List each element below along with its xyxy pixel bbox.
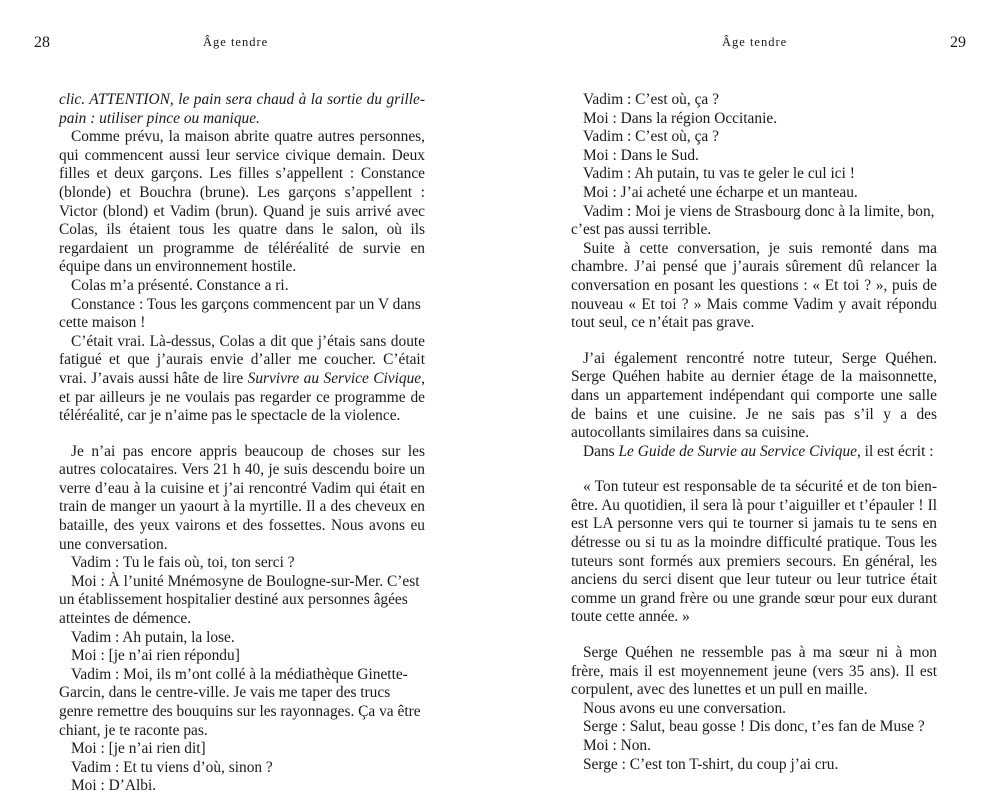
paragraph: Colas m’a présenté. Constance a ri. [71,276,289,294]
text-run: Dans [583,442,619,460]
paragraph: Vadim : Moi, ils m’ont collé à la médiathèque Ginette-Garcin, dans le centre-ville. Je vais me taper des trucs genre remettre des bouquins sur les rayonnages. Ça va être chiant, je te raconte pas. [59,665,421,739]
page-text [59,91,425,796]
paragraph: Vadim : Moi je viens de Strasbourg donc à la limite, bon, c’est pas aussi terrible. [571,202,935,239]
paragraph: Moi : Non. [583,737,651,754]
page-number: 28 [34,34,50,51]
paragraph [571,240,937,333]
page-number: 29 [950,34,966,51]
text-run: Comme prévu, la maison abrite quatre autres personnes, qui commencent aussi leur service civique demain. Deux filles et deux garçons. Les filles s’appellent : Constance (blonde) et Bouchra (brune). Les garçons s’appellent : Victor (blond) et Vadim (brun). Quand je suis arrivé avec Colas, ils étaient tous les quatre dans le salon, où ils regardaient un programme de téléréalité de survie en équipe dans un environnement hostile. [59,128,425,276]
text-run: « Ton tuteur est responsable de ta sécurité et de ton bien-être. Au quotidien, il sera là pour t’aiguiller et t’épauler ! Il est LA personne vers qui te tourner si jamais tu te sens en détresse ou si tu as la moindre difficulté pratique. Tous les tuteurs sont formés aux premiers secours. En général, les anciens du serci disent que leur tuteur ou leur tutrice était comme un grand frère ou une grande sœur pour eux durant toute cette année. » [571,478,937,626]
book-title-italic: Survivre au Service Civique [247,369,422,387]
paragraph [59,443,425,555]
right-page [500,0,1000,796]
book-title-italic: Le Guide de Survie au Service Civique [618,442,857,460]
text-run: C’était vrai. Là-dessus, Colas a dit que j’étais sans doute fatigué et que j’aurais envie d’aller me coucher. C’était vrai. J’avais aussi hâte de lire [59,332,425,387]
paragraph: Moi : D’Albi. [71,777,157,795]
paragraph: Moi : [je n’ai rien dit] [71,740,206,758]
paragraph: Vadim : C’est où, ça ? [583,91,719,108]
running-head: Âge tendre [722,35,788,49]
text-run: J’ai également rencontré notre tuteur, Serge Quéhen. Serge Quéhen habite au dernier étage de la maisonnette, dans un appartement indépendant qui comporte une salle de bains et une cuisine. Je ne sais pas s’il y a des autocollants similaires dans sa cuisine. [571,349,937,442]
paragraph: Vadim : Et tu viens d’où, sinon ? [71,758,273,776]
paragraph: clic. ATTENTION, le pain sera chaud à la sortie du grille-pain : utiliser pince ou manique. [59,91,425,127]
page-text [571,91,937,774]
paragraph [571,350,937,443]
paragraph: Serge : C’est ton T-shirt, du coup j’ai cru. [583,755,839,773]
paragraph: Vadim : Tu le fais où, toi, ton serci ? [71,554,295,572]
paragraph: Moi : Dans le Sud. [583,146,699,164]
running-head: Âge tendre [203,35,269,49]
text-run: Suite à cette conversation, je suis remonté dans ma chambre. J’ai pensé que j’aurais sûrement dû relancer la conversation en posant les questions : « Et toi ? », puis de nouveau « Et toi ? » Mais comme Vadim y avait répondu tout seul, ce n’était pas grave. [571,239,937,332]
text-run: Serge Quéhen ne ressemble pas à ma sœur ni à mon frère, mais il est moyennement jeune (vers 35 ans). Il est corpulent, avec des lunettes et un pull en maille. [571,644,937,699]
paragraph: Serge : Salut, beau gosse ! Dis donc, t’es fan de Muse ? [583,718,925,736]
paragraph [59,128,425,277]
paragraph [571,478,937,627]
text-run: , il est écrit : [856,442,934,460]
paragraph: Moi : [je n’ai rien répondu] [71,647,240,665]
paragraph: Moi : J’ai acheté une écharpe et un manteau. [583,183,858,201]
paragraph [571,443,937,462]
paragraph: Moi : À l’unité Mnémosyne de Boulogne-sur-Mer. C’est un établissement hospitalier destiné aux personnes âgées atteintes de démence. [59,572,420,628]
paragraph: Constance : Tous les garçons commencent par un V dans cette maison ! [59,295,421,332]
paragraph: Moi : Dans la région Occitanie. [583,109,778,127]
text-run: , et par ailleurs je ne voulais pas regarder ce programme de téléréalité, car je n’aime pas le spectacle de la violence. [59,369,425,425]
paragraph [571,644,937,700]
text-run: Je n’ai pas encore appris beaucoup de choses sur les autres colocataires. Vers 21 h 40, je suis descendu boire un verre d’eau à la cuisine et j’ai rencontré Vadim qui était en train de manger un yaourt à la myrtille. Il a des cheveux en bataille, des yeux vairons et des fossettes. Nous avons eu une conversation. [59,442,425,553]
paragraph [59,333,425,426]
paragraph: Vadim : C’est où, ça ? [583,128,719,146]
paragraph: Vadim : Ah putain, tu vas te geler le cul ici ! [583,165,855,183]
paragraph: Vadim : Ah putain, la lose. [71,628,235,646]
paragraph: Nous avons eu une conversation. [583,699,787,717]
